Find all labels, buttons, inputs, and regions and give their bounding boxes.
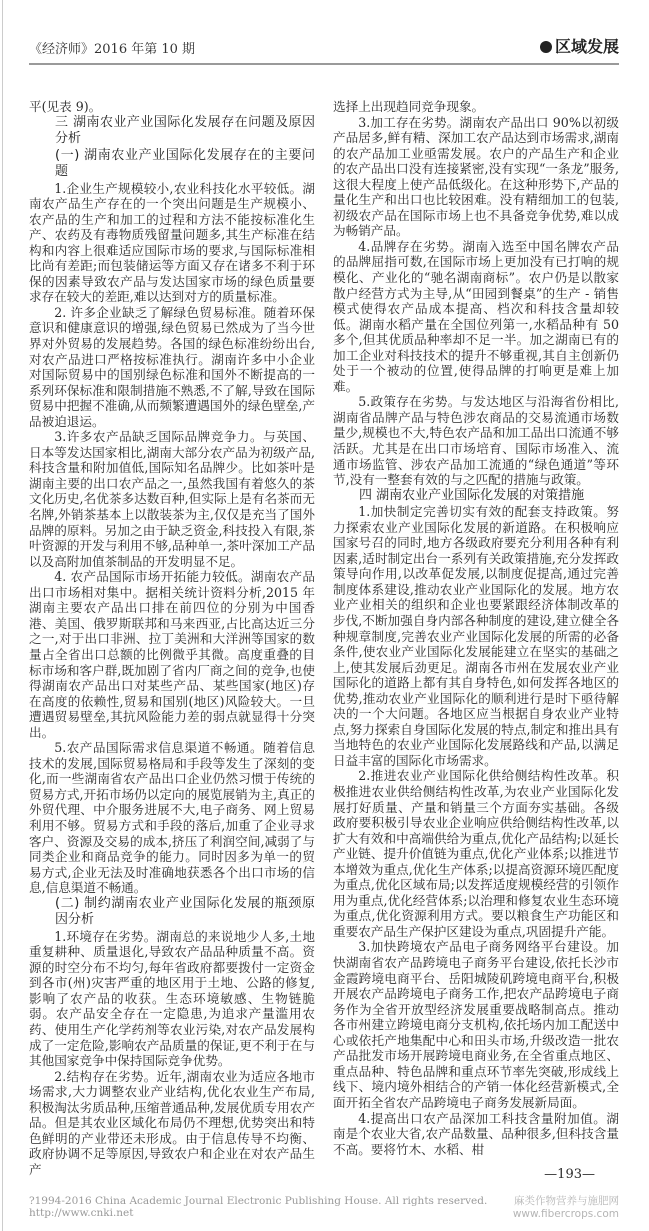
paragraph: 3.许多农产品缺乏国际品牌竞争力。与英国、日本等发达国家相比,湖南大部分农产品为初级产品,科技含量和附加值低,国际知名品牌少。比如茶叶是湖南主要的出口农产品之一,虽然我国有着悠久的茶文化历史,名优茶多达数百种,但实际上是有名茶而无名牌,外销茶基本上以散装茶为主,仅仅是充当了国外品牌的原料。另加之由于缺乏资金,科技投入有限,茶叶资源的开发与利用不够,品种单一,茶叶深加工产品以及高附加值茶制品的开发明显不足。	[29, 429, 315, 569]
subsection-heading: (一) 湖南农业产业国际化发展存在的主要问题	[55, 147, 315, 180]
paragraph: 1.加快制定完善切实有效的配套支持政策。努力探索农业产业国际化发展的新道路。在积极响应国家号召的同时,地方各级政府要充分利用各种有利因素,适时制定出台一系列有关政策措施,充分发挥政策导向作用,以改革促发展,以制度促提高,通过完善制度体系建设,推动农业产业国际化的发展。地方农业产业相关的组织和企业也要紧跟经济体制改革的步伐,不断加强自身内部各种制度的建设,建立健全各种规章制度,完善农业产业国际化发展的所需的必备条件,使农业产业国际化发展能建立在坚实的基础之上,使其发展后劲更足。湖南各市州在发展农业产业国际化的道路上都有其自身特色,如何发挥各地区的优势,推动农业产业国际化的顺利进行是时下亟待解决的一个大问题。各地区应当根据自身农业产业特点,努力探索自身国际化发展的特点,制定和推出具有当地特色的农业产业国际化发展路线和产品,以满足日益丰富的国际化市场需求。	[333, 504, 619, 768]
paragraph: 3.加快跨境农产品电子商务网络平台建设。加快湖南省农产品跨境电子商务平台建设,依托长沙市金霞跨境电商平台、岳阳城陵矶跨境电商平台,积极开展农产品跨境电子商务工作,把农产品跨境电子商务作为全省开放型经济发展重要战略制高点。推动各市州建立跨境电商分支机构,依托场内加工配送中心或依托产地集配中心和田头市场,升级改造一批农产品批发市场开展跨境电商业务,在全省重点地区、重点品种、特色品牌和重点环节率先突破,形成线上线下、境内境外相结合的产销一体化经营新模式,全面开拓全省农产品跨境电子商务发展新局面。	[333, 939, 619, 1110]
watermark-title: 麻类作物营养与施肥网	[514, 1194, 619, 1207]
section-heading: 四 湖南农业产业国际化发展的对策措施	[359, 487, 585, 503]
paragraph: 4.提高出口农产品深加工科技含量附加值。湖南是个农业大省,农产品数量、品种很多,但科技含量不高。要将竹木、水稻、柑	[333, 1110, 619, 1157]
watermark-url: www.fibercrops.com	[512, 1207, 619, 1220]
page-number: —193—	[544, 1167, 595, 1183]
subsection-heading: (二) 制约湖南农业产业国际化发展的瓶颈原因分析	[55, 895, 315, 928]
watermark	[513, 1195, 619, 1221]
footer-row	[29, 1195, 619, 1221]
section-heading: 三 湖南农业产业国际化发展存在问题及原因分析	[55, 114, 315, 147]
left-column	[29, 99, 315, 1177]
right-column	[333, 99, 619, 1183]
paragraph: 平(见表 9)。	[29, 99, 102, 114]
paragraph: 2. 许多企业缺乏了解绿色贸易标准。随着环保意识和健康意识的增强,绿色贸易已然成为了当今世界对外贸易的发展趋势。各国的绿色标准纷纷出台,对农产品进口严格按标准执行。湖南许多中小企业对国际贸易中的国别绿色标准和国外不断提高的一系列环保标准和限制措施不熟悉,不了解,导致在国际贸易中把握不准确,从而频繁遭遇国外的绿色壁垒,产品被迫退运。	[29, 304, 315, 429]
columns	[29, 99, 619, 1183]
page-header	[29, 34, 619, 65]
paragraph: 4.品牌存在劣势。湖南入选至中国名牌农产品的品牌屈指可数,在国际市场上更加没有已打响的规模化、产业化的“驰名湖南商标”。农户仍是以散家散户经营方式为主导,从“田园到餐桌”的生产 - 销售模式使得农产品成本提高、档次和科技含量却较低。湖南水稻产量在全国位列第一,水稻品种有 50 多个,但其优质品种率却不足一半。加之湖南已有的加工企业对科技技术的提升不够重视,其自主创新仍处于一个被动的位置,使得品牌的打响更是难上加难。	[333, 238, 619, 394]
paragraph: 5.农产品国际需求信息渠道不畅通。随着信息技术的发展,国际贸易格局和手段等发生了深刻的变化,而一些湖南省农产品出口企业仍然习惯于传统的贸易方式,开拓市场仍以定向的展览展销为主,真正的外贸代理、中介服务进展不大,电子商务、网上贸易利用不够。贸易方式和手段的落后,加重了企业寻求客户、资源及交易的成本,挤压了利润空间,减弱了与同类企业和商品竞争的能力。同时因多为单一的贸易方式,企业无法及时准确地获悉各个出口市场的信息,信息渠道不畅通。	[29, 740, 315, 896]
section-label	[540, 34, 619, 57]
paragraph: 5.政策存在劣势。与发达地区与沿海省份相比,湖南省品牌产品与特色涉农商品的交易流通市场数量少,规模也不大,特色农产品和加工品出口流通不够活跃。尤其是在出口市场培育、国际市场准入、流通市场监管、涉农产品加工流通的“绿色通道”等环节,没有一整套有效的与之匹配的措施与政策。	[333, 394, 619, 488]
paragraph: 1.环境存在劣势。湖南总的来说地少人多,土地重复耕种、质量退化,导致农产品品种质量不高。资源的时空分布不均匀,每年省政府都要拨付一定资金到各市(州)灾害严重的地区用于土地、公路的修复,影响了农产品的收获。生态环境敏感、生物链脆弱。农产品安全存在一定隐患,为追求产量滥用农药、使用生产化学药剂等农业污染,对农产品发展构成了一定危险,影响农产品质量的保证,更不利于在与其他国家竞争中保持国际竞争优势。	[29, 928, 315, 1069]
paragraph: 1.企业生产规模较小,农业科技化水平较低。湖南农产品生产存在的一个突出问题是生产规模小、农产品的生产和加工的过程和方法不能按标准化生产、农药及有毒物质残留量问题多,其生产标准在结构和内容上很难适应国际市场的要求,与国际标准相比尚有差距;而包装储运等方面又存在诸多不利于环保的因素导致农产品与发达国家市场的绿色质量要求存在较大的差距,难以达到对方的质量标准。	[29, 180, 315, 305]
paragraph: 2.结构存在劣势。近年,湖南农业为适应各地市场需求,大力调整农业产业结构,优化农业生产布局,积极淘汰劣质品种,压缩普通品种,发展优质专用农产品。但是其农业区域化布局仍不理想,优势突出和特色鲜明的产业带还未形成。由于信息传导不均衡、政府协调不足等原因,导致农户和企业在对农产品生产	[29, 1068, 315, 1177]
section-label-text: 区域发展	[554, 37, 619, 56]
paragraph: 3.加工存在劣势。湖南农产品出口 90%以初级产品居多,鲜有精、深加工农产品达到市场需求,湖南的农产品加工业亟需发展。农户的产品生产和企业的农产品出口没有连接紧密,没有实现“一条龙”服务,这很大程度上使产品低级化。在这种形势下,产品的量化生产和出口也比较困难。没有精细加工的包装,初级农产品在国际市场上也不具备竞争优势,难以成为畅销产品。	[333, 114, 619, 239]
scan-edge-line	[2, 0, 3, 1231]
journal-issue: 《经济师》2016 年第 10 期	[29, 42, 196, 57]
paragraph: 2.推进农业产业国际化供给侧结构性改革。积极推进农业供给侧结构性改革,为农业产业国际化发展打好质量、产量和销量三个方面夯实基础。各级政府要积极引导农业企业响应供给侧结构性改革,以扩大有效和中高端供给为重点,优化产品结构;以延长产业链、提升价值链为重点,优化产业体系;以推进节本增效为重点,优化生产体系;以提高资源环境匹配度为重点,优化区域布局;以发挥适度规模经营的引领作用为重点,优化经营体系;以治理和修复农业生态环境为重点,优化资源利用方式。要以粮食生产功能区和重要农产品生产保护区建设为重点,巩固提升产能。	[333, 768, 619, 939]
bullet-dot-icon	[540, 41, 552, 53]
copyright-footer: ?1994-2016 China Academic Journal Electronic Publishing House. All rights reserved. http://www.cnki.net	[29, 1194, 488, 1219]
paragraph: 4. 农产品国际市场开拓能力较低。湖南农产品出口市场相对集中。据相关统计资料分析,2015 年湖南主要农产品出口排在前四位的分别为中国香港、美国、俄罗斯联邦和马来西亚,占比高达近三分之一,对于出口非洲、拉丁美洲和大洋洲等国家的数量占全省出口总额的比例微乎其微。高度重叠的目标市场和客户群,既加剧了省内厂商之间的竞争,也使得湖南农产品出口对某些产品、某些国家(地区)存在高度的依赖性,贸易和国别(地区)风险较大。一旦遭遇贸易壁垒,其抗风险能力差的弱点就显得十分突出。	[29, 569, 315, 740]
paragraph: 选择上出现趋同竞争现象。	[333, 99, 485, 114]
